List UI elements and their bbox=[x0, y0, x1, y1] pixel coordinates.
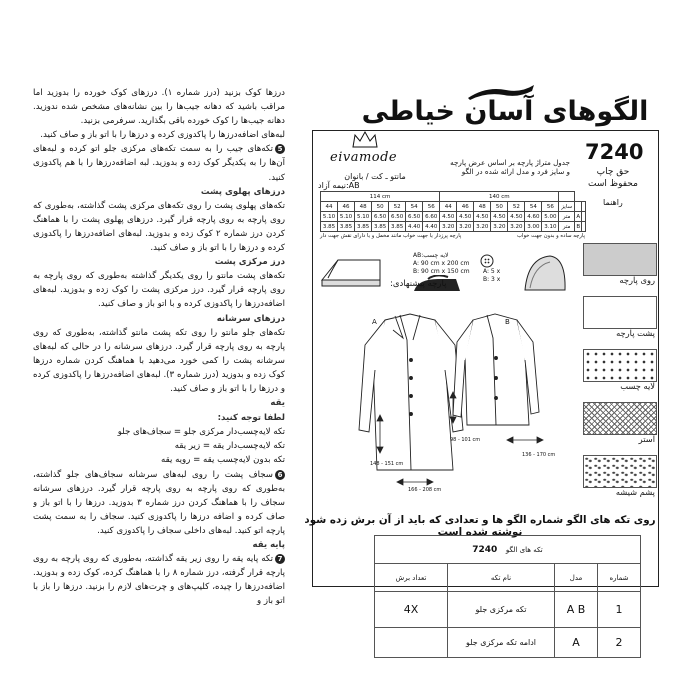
header-model: مدل bbox=[555, 564, 598, 592]
size-cell: 48 bbox=[474, 202, 491, 212]
model-cell: A bbox=[576, 213, 581, 220]
cell-number: 1 bbox=[598, 592, 641, 628]
buttons-info bbox=[483, 268, 500, 284]
yardage-cell: 6.60 bbox=[423, 212, 440, 222]
width-140-header: 140 cm bbox=[440, 192, 559, 202]
fabric-note-line1: جدول متراژ پارچه بر اساس عرض پارچه bbox=[450, 158, 570, 167]
instruction-text: تکه‌های پهلوی پشت را روی تکه‌های مرکزی پشت گذاشته، به‌طوری که روی پارچه به روی پارچه قرار گیرد. درزهای پهلوی پشت را با هماهنگ کردن درز شماره ۲ کوک زده و بدوزید. لبه‌های اضافه‌درزها را پاکدوزی کرده و درزها را با اتو باز و صاف کنید. bbox=[33, 200, 285, 254]
table-row bbox=[375, 628, 641, 658]
hem-a-label: 166 - 208 cm bbox=[408, 487, 442, 493]
width-114-header: 114 cm bbox=[321, 192, 440, 202]
table-row bbox=[321, 212, 586, 222]
cell-model: A bbox=[555, 628, 598, 658]
size-cell: 52 bbox=[389, 202, 406, 212]
instruction-text: درزهای سرشانه bbox=[216, 313, 285, 324]
coat-b-drawing bbox=[453, 314, 539, 425]
garment-title: مانتو ـ کت / بانوان bbox=[344, 172, 406, 181]
size-cell: 50 bbox=[491, 202, 508, 212]
yardage-cell: 6.50 bbox=[372, 212, 389, 222]
pattern-number: 7240 bbox=[585, 140, 644, 164]
size-cell: 46 bbox=[457, 202, 474, 212]
shoulder-pad-icon bbox=[520, 250, 570, 298]
fit-label: نیمه آزاد:AB bbox=[318, 181, 360, 190]
length-b-label: 98 - 101 cm bbox=[450, 437, 481, 443]
brand-title: الگوهای آسان خیاطی bbox=[361, 96, 649, 127]
yardage-cell: 3.20 bbox=[508, 222, 525, 232]
crown-icon bbox=[350, 130, 380, 150]
table-row bbox=[375, 592, 641, 628]
parts-table-title bbox=[375, 536, 641, 564]
instruction-paragraph bbox=[33, 326, 285, 396]
size-cell: 54 bbox=[406, 202, 423, 212]
note-heading bbox=[33, 411, 285, 425]
swatch-label: روی پارچه bbox=[619, 275, 655, 285]
coat-a-label: A bbox=[372, 318, 377, 326]
instruction-paragraph bbox=[33, 468, 285, 538]
instruction-paragraph bbox=[33, 142, 285, 184]
swatch-label: پشت پارچه bbox=[616, 328, 655, 338]
section-heading bbox=[33, 396, 285, 410]
table-row bbox=[375, 564, 641, 592]
step-number: 7 bbox=[275, 554, 285, 564]
instruction-text: تکه لایه‌چسب‌دار مرکزی جلو = سجاف‌های جلو bbox=[117, 427, 285, 438]
instruction-text: تکه بدون لایه‌چسب یقه = رویه یقه bbox=[160, 455, 285, 466]
table-row bbox=[321, 202, 586, 212]
coat-a-drawing bbox=[359, 314, 463, 470]
instruction-paragraph bbox=[33, 552, 285, 608]
fabric-note-line2: و سایز فرد و مدل ارائه شده در الگو bbox=[461, 167, 570, 176]
step-number: 6 bbox=[275, 470, 285, 480]
yardage-cell: 4.50 bbox=[474, 212, 491, 222]
size-cell: 44 bbox=[321, 202, 338, 212]
size-cell: 52 bbox=[508, 202, 525, 212]
copyright-line1: حق چاپ bbox=[596, 167, 630, 177]
buttons-icon bbox=[480, 254, 502, 268]
size-cell: 56 bbox=[542, 202, 559, 212]
size-header bbox=[559, 192, 574, 202]
unit-cell: متر bbox=[559, 222, 574, 232]
model-cell: B bbox=[576, 223, 581, 230]
swatch-lining bbox=[583, 402, 657, 435]
fabric-note bbox=[440, 158, 570, 176]
cell-count: 4X bbox=[375, 592, 448, 628]
folded-fabric-icon bbox=[318, 250, 386, 298]
instructions-column bbox=[33, 86, 285, 700]
table-notes bbox=[320, 233, 585, 239]
instruction-paragraph bbox=[33, 453, 285, 467]
swatch-label: پشم شیشه bbox=[615, 487, 655, 497]
coat-b-label: B bbox=[505, 318, 510, 326]
swatch-fabric-wrong-side bbox=[583, 296, 657, 329]
cell-name: تکه مرکزی جلو bbox=[448, 592, 555, 628]
header-count: تعداد برش bbox=[375, 564, 448, 592]
yardage-cell: 4.40 bbox=[406, 222, 423, 232]
size-cell: 44 bbox=[440, 202, 457, 212]
suggested-fabric-label: پارچه پیشنهادی: bbox=[390, 279, 447, 289]
cell-number: 2 bbox=[598, 628, 641, 658]
instruction-paragraph bbox=[33, 199, 285, 255]
hem-b-label: 136 - 170 cm bbox=[522, 452, 556, 458]
yardage-cell: 5.00 bbox=[542, 212, 559, 222]
yardage-cell: 3.20 bbox=[491, 222, 508, 232]
instruction-paragraph bbox=[33, 425, 285, 439]
yardage-cell: 3.20 bbox=[474, 222, 491, 232]
pattern-pieces-notice: روی تکه های الگو شماره الگو ها و تعدادی که باید از آن برش زده شود نوشته شده است bbox=[304, 514, 656, 538]
interfacing-b: B: 90 cm x 150 cm bbox=[413, 268, 470, 275]
instruction-text: یقه bbox=[270, 398, 285, 409]
interfacing-label: لایه چسب:AB bbox=[413, 252, 449, 259]
swatch-interfacing bbox=[583, 349, 657, 382]
step-number: 5 bbox=[275, 144, 285, 154]
spacer-cell bbox=[582, 212, 586, 222]
yardage-cell: 3.20 bbox=[440, 222, 457, 232]
spacer-cell bbox=[582, 222, 586, 232]
instruction-text: تکه‌های جلو مانتو را روی تکه پشت مانتو گذاشته، به‌طوری که روی پارچه به روی پارچه قرار گیرد. درزهای سرشانه را در حالی که لبه‌های سرشانه پشت را کمی خورد می‌دهید با هماهنگ کردن شماره درزها کوک زده و بدوزید (درز شماره ۳). لبه‌های اضافه‌درزها را پاکدوزی کرده و درزها را با اتو باز و صاف کنید. bbox=[33, 327, 285, 394]
instruction-text: تکه پایه یقه را روی زیر یقه گذاشته، به‌طوری که روی پارچه به روی پارچه قرار گرفته، درز شماره ۸ را با هماهنگ کرده، کوک زده و بدوزید. اضافه‌درزها را چیده، کلیپ‌های و چرت‌های لازم را بزنید. درزها را باز با اتو باز و bbox=[33, 554, 285, 607]
section-heading bbox=[33, 185, 285, 199]
length-a-label: 148 - 151 cm bbox=[370, 461, 404, 467]
cell-name: ادامه تکه مرکزی جلو bbox=[448, 628, 555, 658]
unit-cell: متر bbox=[559, 212, 574, 222]
yardage-cell: 4.50 bbox=[491, 212, 508, 222]
yardage-cell: 6.50 bbox=[406, 212, 423, 222]
instruction-text: تکه لایه‌چسب‌دار یقه = زیر یقه bbox=[174, 441, 285, 452]
table-note-left: پارچه پرزدار یا جهت خواب مانند مخمل و یا دارای نقش جهت دار bbox=[320, 233, 462, 239]
swatch-label: لایه چسب bbox=[620, 381, 655, 391]
table-row bbox=[321, 192, 586, 202]
cell-count bbox=[375, 628, 448, 658]
instruction-paragraph bbox=[33, 269, 285, 311]
instruction-text: لطفا توجه کنید: bbox=[217, 413, 285, 424]
yardage-cell: 3.20 bbox=[457, 222, 474, 232]
buttons-b: B: 3 x bbox=[483, 276, 501, 283]
size-cell: 54 bbox=[525, 202, 542, 212]
section-heading bbox=[33, 538, 285, 552]
parts-title-prefix: تکه های الگو bbox=[505, 545, 543, 554]
yardage-cell: 5.10 bbox=[338, 212, 355, 222]
yardage-cell: 4.40 bbox=[423, 222, 440, 232]
interfacing-a: A: 90 cm x 200 cm bbox=[413, 260, 470, 267]
yardage-cell: 3.85 bbox=[389, 222, 406, 232]
section-heading bbox=[33, 312, 285, 326]
instruction-paragraph bbox=[33, 128, 285, 142]
yardage-cell: 3.00 bbox=[525, 222, 542, 232]
size-cell: 48 bbox=[355, 202, 372, 212]
instruction-text: تکه‌های پشت مانتو را روی یکدیگر گذاشته به‌طوری که روی پارچه به روی پارچه قرار گیرد. درز مرکزی پشت را کوک زده و بدوزید. لبه‌های اضافه‌درزها را پاکدوزی کرده و با اتو باز و صاف کنید. bbox=[33, 271, 285, 310]
size-header-cell: سایز bbox=[559, 202, 574, 212]
garment-illustrations bbox=[345, 300, 575, 505]
instruction-text: تکه‌های جیب را به سمت تکه‌های مرکزی جلو اتو کرده و لبه‌های آن‌ها را به یکدیگر کوک زده و بدوزید. لبه اضافه‌درزها را با هم پاکدوزی کنید. bbox=[33, 144, 285, 183]
yardage-cell: 3.85 bbox=[338, 222, 355, 232]
pattern-pieces-table bbox=[374, 535, 641, 658]
section-heading bbox=[33, 255, 285, 269]
table-row bbox=[375, 536, 641, 564]
table-note-right: پارچه ساده و بدون جهت خواب bbox=[516, 233, 585, 239]
instruction-paragraph bbox=[33, 439, 285, 453]
instruction-text: لبه‌های اضافه‌درزها را پاکدوزی کرده و درزها را با اتو باز و صاف کنید. bbox=[40, 130, 285, 141]
copyright-notice bbox=[583, 166, 643, 190]
brand-logo: eivamode bbox=[330, 150, 398, 165]
size-cell: 46 bbox=[338, 202, 355, 212]
yardage-cell: 3.85 bbox=[372, 222, 389, 232]
yardage-cell: 3.85 bbox=[321, 222, 338, 232]
yardage-cell: 4.50 bbox=[457, 212, 474, 222]
instruction-paragraph bbox=[33, 86, 285, 128]
yardage-cell: 4.50 bbox=[508, 212, 525, 222]
yardage-cell: 4.50 bbox=[440, 212, 457, 222]
parts-title-number: 7240 bbox=[472, 544, 498, 555]
instruction-text: درزهای پهلوی پشت bbox=[200, 186, 285, 197]
copyright-line2: محفوظ است bbox=[588, 179, 638, 189]
yardage-cell: 3.10 bbox=[542, 222, 559, 232]
cell-model: A B bbox=[555, 592, 598, 628]
instruction-text: درز مرکزی پشت bbox=[214, 257, 285, 268]
yardage-cell: 6.50 bbox=[389, 212, 406, 222]
buttons-a: A: 5 x bbox=[483, 268, 501, 275]
swatch-batting bbox=[583, 455, 657, 488]
swatch-fabric-right-side bbox=[583, 243, 657, 276]
spacer-cell bbox=[574, 202, 582, 212]
yardage-cell: 5.10 bbox=[355, 212, 372, 222]
header-name: نام تکه bbox=[448, 564, 555, 592]
yardage-cell: 4.60 bbox=[525, 212, 542, 222]
size-cell: 50 bbox=[372, 202, 389, 212]
guide-label: راهنما bbox=[603, 198, 623, 207]
instruction-text: سجاف پشت را روی لبه‌های سرشانه سجاف‌های جلو گذاشته، به‌طوری که روی پارچه به روی پارچه قرار گیرد. درزهای سرشانه سجاف را با هماهنگ کردن درز شماره ۳ بدوزید. درزها را با اتو باز و صاف کرده و اضافه درزها را پاکدوزی کنید. سجاف را به سمت پشت پارچه اتو کنید. لبه‌های داخلی سجاف را پاکدوزی کنید. bbox=[33, 469, 285, 536]
yardage-cell: 5.10 bbox=[321, 212, 338, 222]
table-row bbox=[321, 222, 586, 232]
swatch-label: آستر bbox=[638, 434, 655, 444]
spacer-cell bbox=[582, 202, 586, 212]
interfacing-info bbox=[413, 252, 470, 276]
yardage-cell: 3.85 bbox=[355, 222, 372, 232]
header-number: شماره bbox=[598, 564, 641, 592]
instruction-text: درزها کوک بزنید (درز شماره ۱). درزهای کوک خورده را بدوزید اما مراقب باشید که دهانه جیب‌ها را بین نشانه‌های مشخص شده ندوزید. دهانه جیب‌ها را کوک خورده باقی بگذارید. سرفرمی بزنید. bbox=[33, 88, 285, 127]
size-cell: 56 bbox=[423, 202, 440, 212]
fabric-yardage-table bbox=[320, 191, 586, 232]
instruction-text: پایه یقه bbox=[252, 540, 285, 550]
